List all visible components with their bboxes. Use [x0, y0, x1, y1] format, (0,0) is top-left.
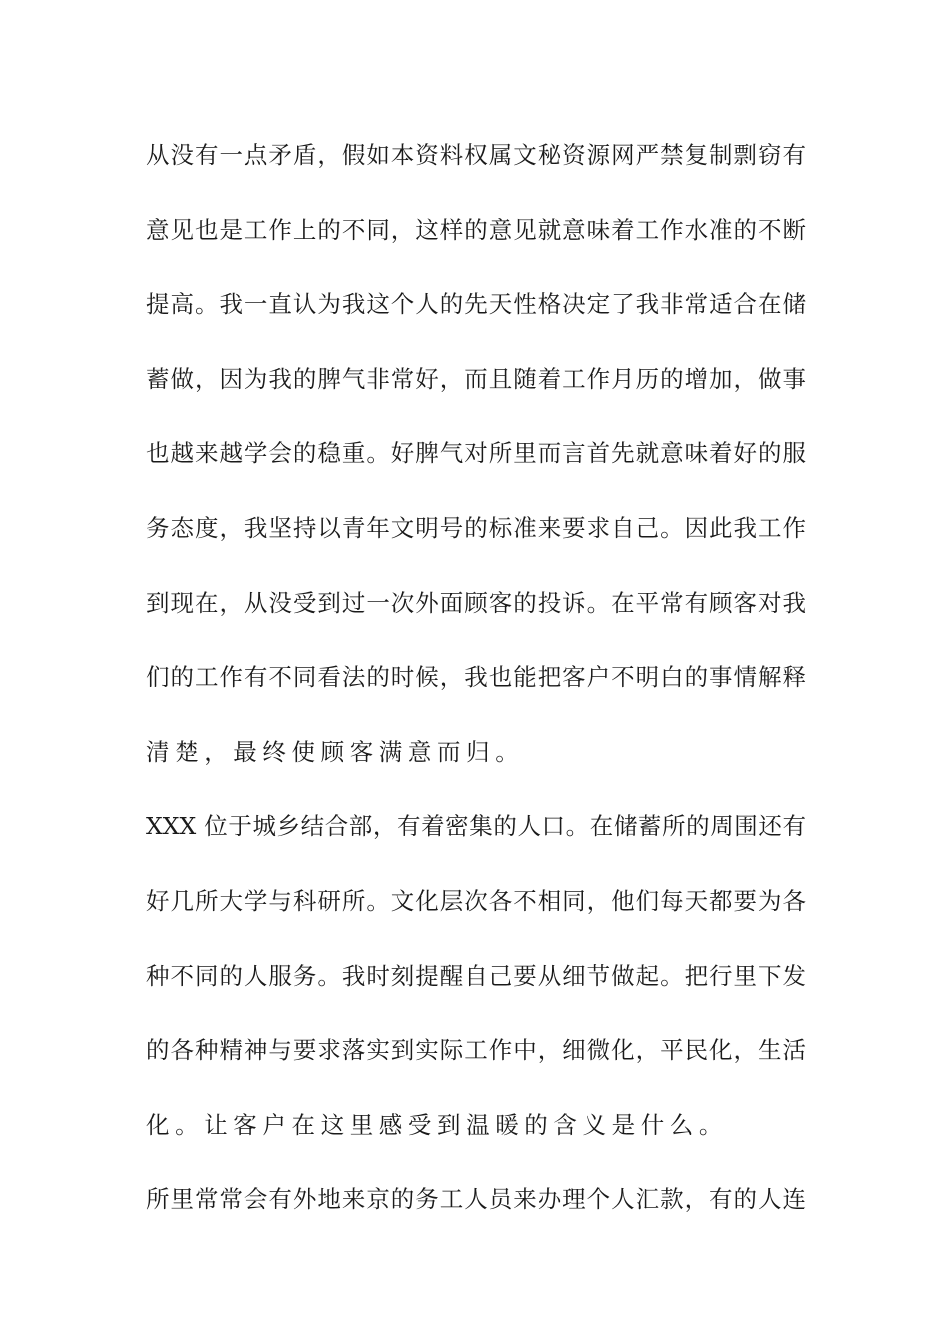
text-line: 也越来越学会的稳重。好脾气对所里而言首先就意味着好的服 — [146, 439, 806, 468]
text-line: 好几所大学与科研所。文化层次各不相同，他们每天都要为各 — [146, 886, 806, 915]
text-line: 清楚，最终使顾客满意而归。 — [146, 737, 525, 766]
text-line: 所里常常会有外地来京的务工人员来办理个人汇款，有的人连 — [146, 1185, 806, 1214]
text-line: 种不同的人服务。我时刻提醒自己要从细节做起。把行里下发 — [146, 961, 806, 990]
text-line: XXX 位于城乡结合部，有着密集的人口。在储蓄所的周围还有 — [146, 812, 806, 841]
text-line: 务态度，我坚持以青年文明号的标准来要求自己。因此我工作 — [146, 513, 806, 542]
text-line: 化。让客户在这里感受到温暖的含义是什么。 — [146, 1110, 728, 1139]
text-line: 意见也是工作上的不同，这样的意见就意味着工作水准的不断 — [146, 215, 806, 244]
text-line: 到现在，从没受到过一次外面顾客的投诉。在平常有顾客对我 — [146, 588, 806, 617]
text-line: 蓄做，因为我的脾气非常好，而且随着工作月历的增加，做事 — [146, 364, 806, 393]
text-line: 从没有一点矛盾，假如本资料权属文秘资源网严禁复制剽窃有 — [146, 141, 806, 169]
text-line: 提高。我一直认为我这个人的先天性格决定了我非常适合在储 — [146, 290, 806, 319]
text-line: 们的工作有不同看法的时候，我也能把客户不明白的事情解释 — [146, 663, 806, 692]
text-line: 的各种精神与要求落实到实际工作中，细微化，平民化，生活 — [146, 1036, 806, 1065]
body-text — [146, 132, 806, 1251]
